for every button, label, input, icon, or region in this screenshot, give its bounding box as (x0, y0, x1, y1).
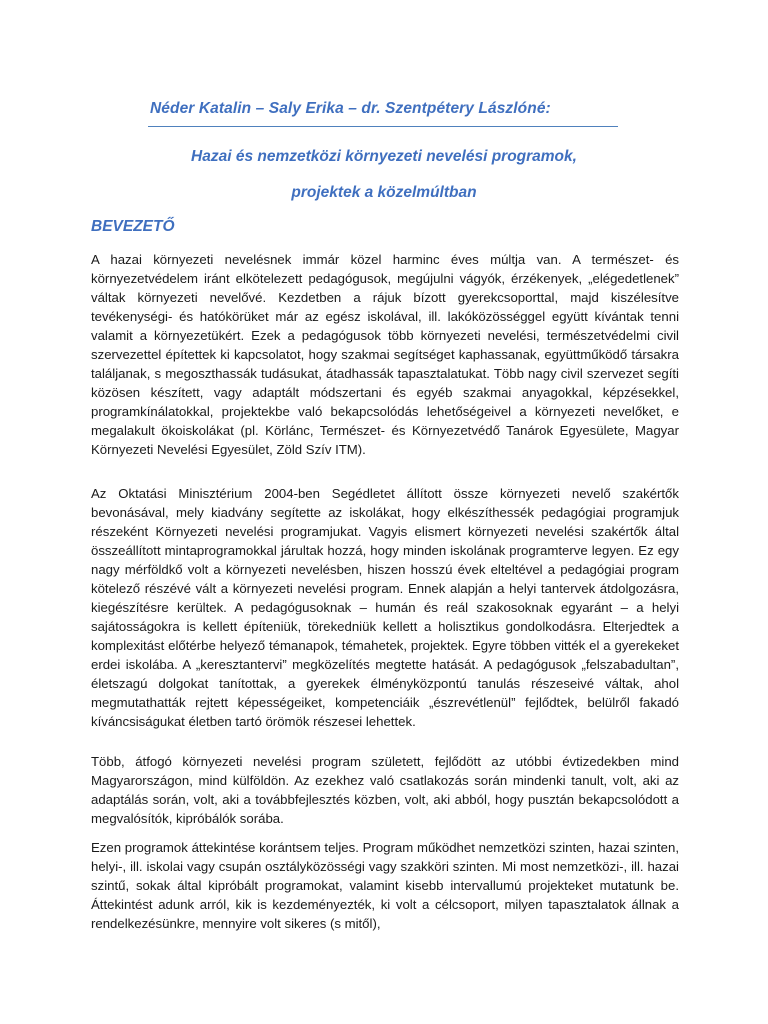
paragraph: A hazai környezeti nevelésnek immár közel harminc éves múltja van. A természet- és környezetvédelem iránt elkötelezett pedagógusok, megújulni vágyók, érzékenyek, „elégedetlenek” váltak környezeti nevelővé. Kezdetben a rájuk bízott gyerekcsoporttal, majd kiszélesítve tevékenységi- és hatókörüket már az egész iskolával, ill. lakóközösséggel együtt kívántak tenni valamit a környezetükért. Ezek a pedagógusok több környezeti nevelési, természetvédelmi civil szervezettel építettek ki kapcsolatot, hogy szakmai segítséget kaphassanak, együttműködő társakra találjanak, s megoszthassák tudásukat, átadhassák tapasztalatukat. Több nagy civil szervezet segíti közösen készített, vagy adaptált módszertani és egyéb szakmai anyagokkal, képzésekkel, programkínálatokkal, projektekbe való bekapcsolódás lehetőségeivel a környezeti nevelőket, e megalakult ökoiskolákat (pl. Körlánc, Természet- és Környezetvédő Tanárok Egyesülete, Magyar Környezeti Nevelési Egyesület, Zöld Szív ITM). (91, 252, 679, 457)
title-line-1: Hazai és nemzetközi környezeti nevelési programok, (191, 148, 577, 165)
title-line-2: projektek a közelmúltban (291, 184, 477, 201)
authors-line: Néder Katalin – Saly Erika – dr. Szentpétery Lászlóné: (150, 100, 551, 117)
section-heading: BEVEZETŐ (91, 218, 175, 235)
paragraph: Ezen programok áttekintése korántsem teljes. Program működhet nemzetközi szinten, hazai szinten, helyi-, ill. iskolai vagy csupán osztályközösségi vagy szakköri szinten. Mi most nemzetközi-, ill. hazai szintű, sokak által kipróbált programokat, valamint kisebb intervallumú projekteket mutatunk be. Áttekintést adunk arról, kik is kezdeményezték, ki volt a célcsoport, milyen tapasztalatok állnak a rendelkezésünkre, mennyire volt sikeres (s mitől), (91, 840, 679, 931)
paragraph: Több, átfogó környezeti nevelési program született, fejlődött az utóbbi évtizedekben mind Magyarországon, mind külföldön. Az ezekhez való csatlakozás során mindenki tanult, volt, aki az adaptálás során, volt, aki a továbbfejlesztés közben, volt, aki abból, hogy pusztán bekapcsolódott a megvalósítók, kipróbálók sorába. (91, 754, 679, 826)
author-underline (148, 126, 618, 127)
paragraph: Az Oktatási Minisztérium 2004-ben Segédletet állított össze környezeti nevelő szakértők bevonásával, mely kiadvány segítette az iskolákat, hogy elkészíthessék pedagógiai programjuk részeként Környezeti nevelési programjukat. Vagyis elismert környezeti nevelési szakértők által összeállított mintaprogramokkal járultak hozzá, hogy minden iskolának programterve legyen. Ez egy nagy mérföldkő volt a környezeti nevelésben, hiszen hosszú évek elteltével a pedagógiai program kötelező részévé vált a környezeti nevelési program. Ennek alapján a helyi tantervek átdolgozásra, kiegészítésre kerültek. A pedagógusoknak – humán és reál szakosoknak egyaránt – a helyi sajátosságokra is kellett építeniük, törekedniük kellett a holisztikus gondolkodásra. Elterjedtek a komplexitást előtérbe helyező témanapok, témahetek, projektek. Egyre többen vitték el a gyerekeket erdei iskolába. A „keresztantervi” megközelítés megtette hatását. A pedagógusok „felszabadultan”, életszagú dolgokat tanítottak, a gyerekek élményközpontú tanulás részeseivé váltak, ahol megmutathatták rejtett képességeiket, kompetenciáik „észrevétlenül” fejlődtek, belülről fakadó kíváncsiságukat életben tartó örömök részesei lehettek. (91, 486, 679, 729)
